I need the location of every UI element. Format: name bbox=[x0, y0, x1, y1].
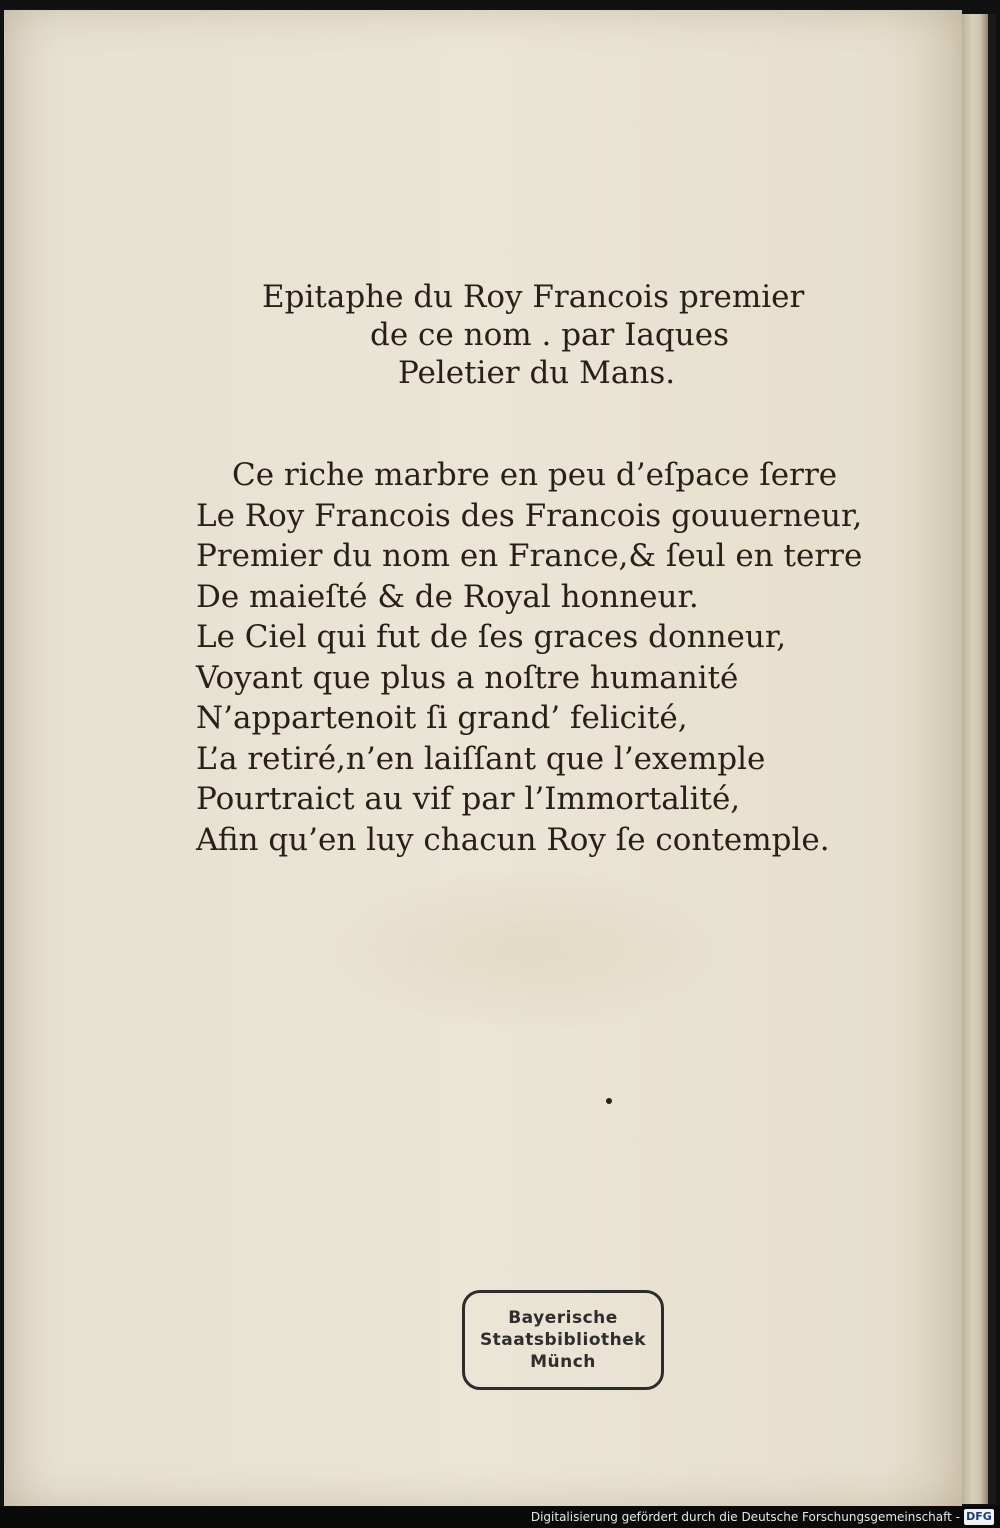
poem-body bbox=[196, 455, 916, 860]
poem-verse: Voyant que plus a noſtre humanité bbox=[196, 659, 739, 696]
title-line: de ce nom . par Iaques bbox=[370, 317, 729, 353]
page-edge bbox=[962, 14, 988, 1504]
funding-notice: Digitalisierung gefördert durch die Deutsche Forschungsgemeinschaft - bbox=[530, 1510, 960, 1524]
ink-dot bbox=[606, 1098, 612, 1104]
title-line: Peletier du Mans. bbox=[398, 355, 676, 391]
poem-verse: Afin qu’en luy chacun Roy ſe contemple. bbox=[196, 821, 830, 858]
poem-verse: De maieſté & de Royal honneur. bbox=[196, 578, 699, 615]
poem-verse: Premier du nom en France,& ſeul en terre bbox=[196, 538, 863, 574]
poem-verse: L’a retiré,n’en laiſſant que l’exemple bbox=[196, 740, 766, 777]
poem-verse: Pourtraict au vif par l’Immortalité, bbox=[196, 781, 741, 817]
poem-verse: Ce riche marbre en peu d’eſpace ſerre bbox=[232, 457, 838, 493]
library-stamp bbox=[462, 1290, 664, 1390]
epitaph-title bbox=[150, 278, 910, 392]
footer-bar bbox=[0, 1506, 1000, 1528]
stamp-line: Münch bbox=[530, 1352, 596, 1372]
stamp-line: Staatsbibliothek bbox=[479, 1330, 647, 1350]
stamp-line: Bayerische bbox=[508, 1308, 618, 1328]
title-line: Epitaphe du Roy Francois premier bbox=[262, 279, 805, 315]
poem-verse: Le Ciel qui fut de ſes graces donneur, bbox=[196, 619, 787, 655]
dfg-logo-icon: DFG bbox=[964, 1509, 994, 1525]
poem-verse: N’appartenoit ſi grand’ felicité, bbox=[196, 700, 688, 736]
page-edge-shadow bbox=[988, 14, 996, 1504]
water-stain bbox=[334, 870, 714, 1030]
poem-verse: Le Roy Francois des Francois gouuerneur, bbox=[196, 497, 863, 534]
